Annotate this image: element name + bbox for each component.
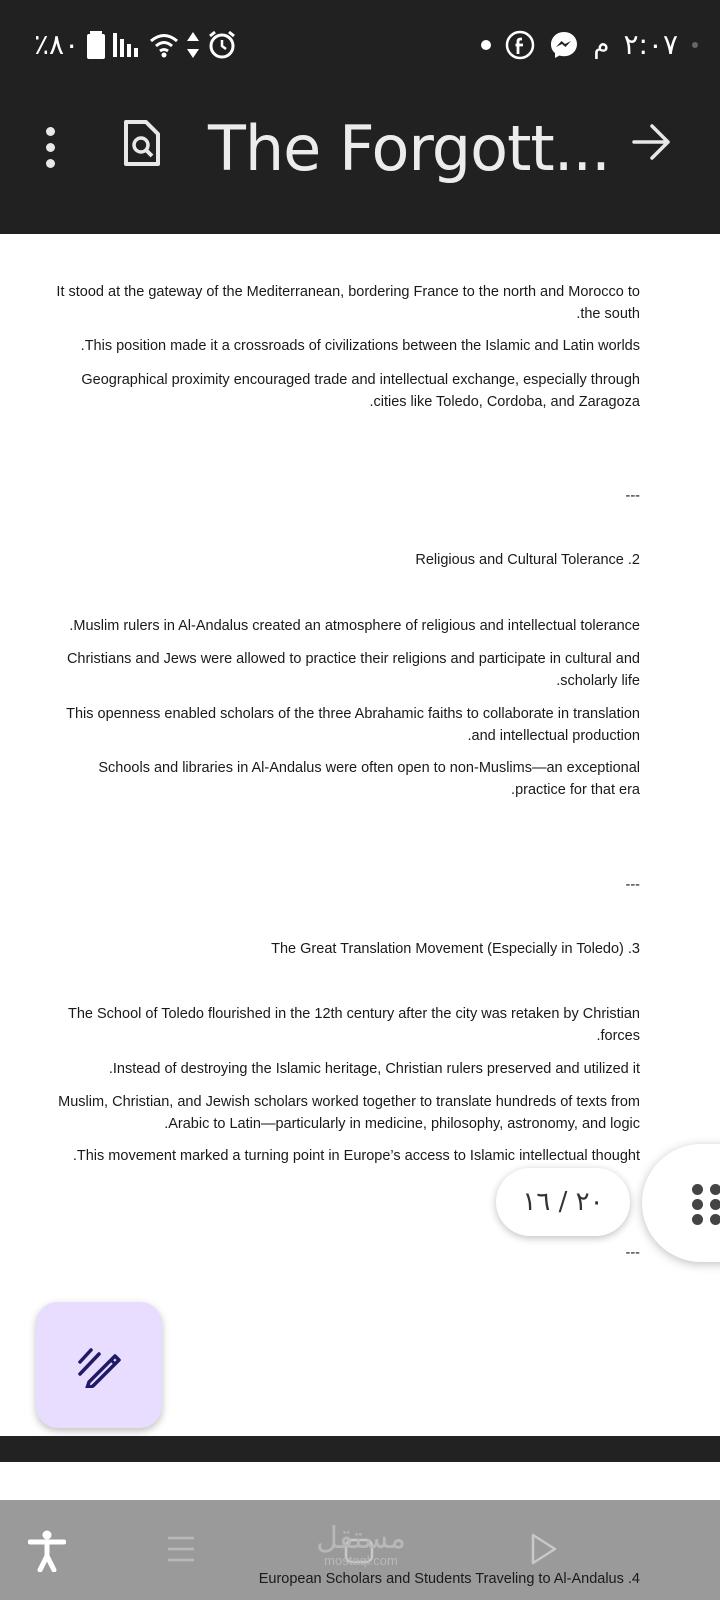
more-options-icon[interactable] bbox=[40, 124, 60, 174]
status-dim-dot bbox=[692, 42, 698, 48]
document-paragraph bbox=[81, 336, 640, 358]
document-paragraph bbox=[58, 1092, 640, 1135]
document-paragraph bbox=[415, 550, 640, 572]
document-line: Religious and Cultural Tolerance .2 bbox=[415, 552, 640, 568]
page-indicator[interactable]: ٢٠ / ١٦ bbox=[496, 1168, 630, 1236]
messenger-icon bbox=[549, 30, 579, 60]
page-grid-button[interactable] bbox=[642, 1144, 720, 1262]
document-paragraph bbox=[98, 758, 640, 801]
document-line: .Muslim rulers in Al-Andalus created an atmosphere of religious and intellectual tolerance bbox=[69, 618, 640, 634]
document-line: .the south bbox=[576, 305, 640, 322]
document-search-icon[interactable] bbox=[122, 118, 162, 168]
document-line: The Great Translation Movement (Especially in Toledo) .3 bbox=[271, 941, 640, 957]
page-separator bbox=[0, 1436, 720, 1462]
document-line: --- bbox=[625, 1245, 640, 1261]
document-line: .This position made it a crossroads of civilizations between the Islamic and Latin worlds bbox=[80, 338, 640, 354]
back-triangle-icon[interactable] bbox=[530, 1532, 558, 1566]
notification-dot bbox=[481, 40, 491, 50]
document-line: .forces bbox=[596, 1027, 640, 1044]
watermark-arabic: مستقل bbox=[316, 1521, 406, 1556]
ampm: م bbox=[593, 29, 610, 60]
document-line: Schools and libraries in Al-Andalus were often open to non-Muslims—an exceptional bbox=[98, 760, 640, 776]
document-paragraph bbox=[626, 875, 641, 897]
document-line: .scholarly life bbox=[556, 672, 640, 689]
document-paragraph bbox=[73, 1146, 640, 1168]
battery-icon bbox=[87, 31, 105, 59]
document-paragraph bbox=[626, 486, 641, 508]
document-paragraph bbox=[66, 704, 640, 747]
document-paragraph bbox=[271, 939, 640, 961]
status-right bbox=[481, 28, 698, 61]
arrow-forward-icon[interactable] bbox=[632, 122, 672, 162]
document-line: .Instead of destroying the Islamic heritage, Christian rulers preserved and utilized it bbox=[108, 1061, 640, 1077]
document-paragraph bbox=[68, 1004, 640, 1047]
document-paragraph bbox=[56, 282, 640, 325]
signal-icon bbox=[113, 33, 141, 57]
document-paragraph bbox=[67, 649, 640, 692]
grid-dots-icon bbox=[692, 1184, 720, 1225]
status-left bbox=[34, 28, 237, 61]
document-paragraph bbox=[81, 370, 640, 413]
pencil-scribble-icon bbox=[75, 1342, 123, 1388]
document-line: This openness enabled scholars of the three Abrahamic faiths to collaborate in translation bbox=[66, 706, 640, 722]
document-line: It stood at the gateway of the Mediterranean, bordering France to the north and Morocco to bbox=[56, 284, 640, 300]
status-bar bbox=[0, 0, 720, 92]
battery-percent: ٪٨٠ bbox=[34, 28, 80, 61]
document-line: .practice for that era bbox=[511, 781, 640, 798]
document-line: Christians and Jews were allowed to practice their religions and participate in cultural and bbox=[66, 651, 640, 667]
watermark-logo bbox=[316, 1521, 406, 1568]
accessibility-icon[interactable] bbox=[28, 1530, 66, 1572]
wifi-icon bbox=[149, 32, 179, 58]
document-line: .This movement marked a turning point in Europe’s access to Islamic intellectual thought bbox=[72, 1148, 640, 1164]
edit-button[interactable] bbox=[36, 1302, 162, 1428]
next-page-heading: European Scholars and Students Traveling to Al-Andalus .4 bbox=[258, 1571, 640, 1587]
document-line: .Arabic to Latin—particularly in medicine, philosophy, astronomy, and logic bbox=[164, 1115, 640, 1132]
document-line: --- bbox=[625, 488, 640, 504]
facebook-icon bbox=[505, 30, 535, 60]
recent-apps-icon[interactable] bbox=[166, 1534, 196, 1564]
clock: ٢:٠٧ bbox=[623, 28, 678, 61]
data-arrows-icon bbox=[187, 32, 199, 58]
alarm-icon bbox=[207, 30, 237, 60]
document-line: Muslim, Christian, and Jewish scholars worked together to translate hundreds of texts from bbox=[58, 1094, 640, 1110]
document-line: .cities like Toledo, Cordoba, and Zaragoza bbox=[369, 393, 640, 410]
document-paragraph bbox=[69, 616, 640, 638]
document-line: --- bbox=[625, 877, 640, 893]
document-title: The Forgott... bbox=[208, 112, 610, 185]
document-paragraph bbox=[626, 1243, 641, 1265]
document-line: The School of Toledo flourished in the 12th century after the city was retaken by Christian bbox=[68, 1006, 640, 1022]
app-bar bbox=[0, 92, 720, 234]
document-line: Geographical proximity encouraged trade and intellectual exchange, especially through bbox=[81, 372, 640, 388]
document-line: .and intellectual production bbox=[467, 727, 640, 744]
watermark-english: mostaql.com bbox=[324, 1553, 398, 1568]
document-paragraph bbox=[109, 1059, 640, 1081]
